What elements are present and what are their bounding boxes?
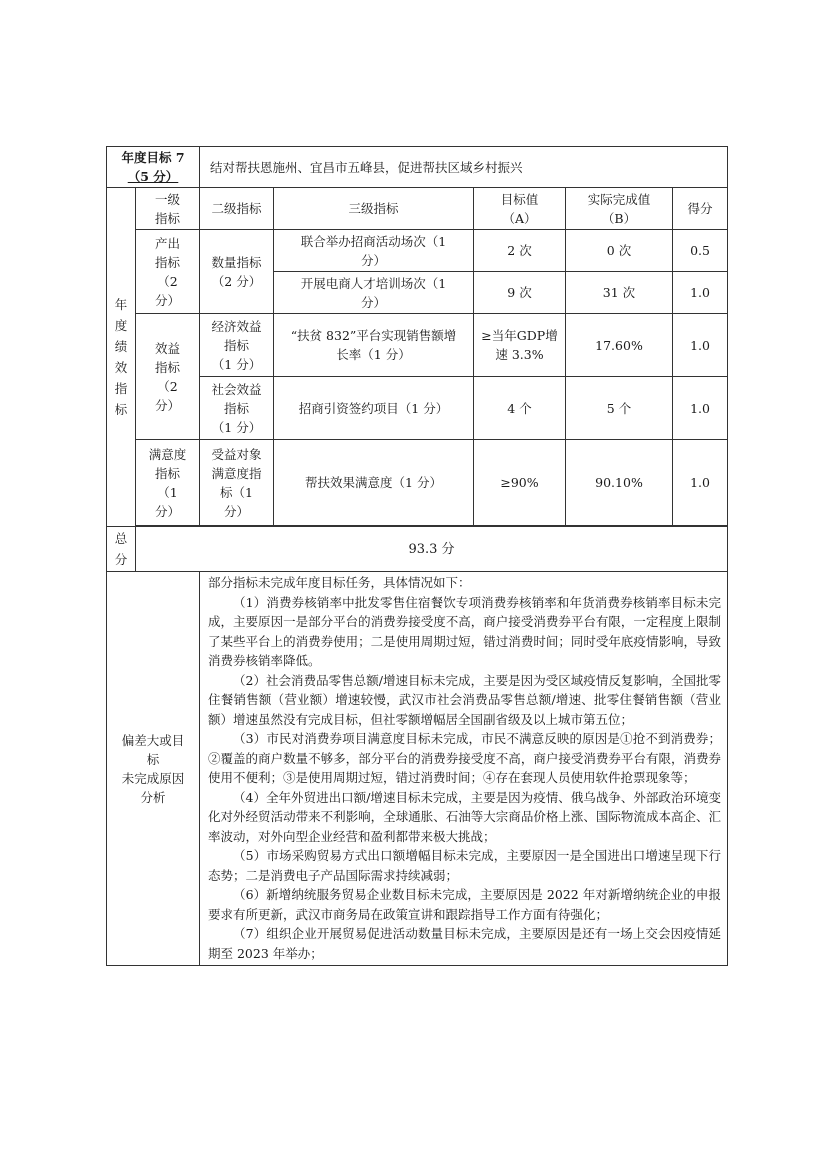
row-level3: 招商引资签约项目（1 分）: [274, 377, 474, 440]
analysis-paragraph: （2）社会消费品零售总额/增速目标未完成，主要是因为受区域疫情反复影响，全国批零住餐销售额（营业额）增速较慢，武汉市社会消费品零售总额/增速、批零住餐销售额（营业额）增速虽然没有完成目标，但社零额增幅居全国副省级及以上城市第五位；: [208, 672, 722, 727]
col-level1-header: 一级 指标: [136, 188, 200, 230]
row-score: 1.0: [673, 314, 728, 377]
row-actual: 17.60%: [566, 314, 673, 377]
row-score: 1.0: [673, 440, 728, 526]
total-label: 总 分: [107, 527, 136, 572]
row-target: ≥当年GDP增 速 3.3%: [474, 314, 566, 377]
row-level2: 社会效益 指标 （1 分）: [200, 377, 274, 440]
row-target: 2 次: [474, 230, 566, 272]
analysis-paragraph: （4）全年外贸进出口额/增速目标未完成，主要是因为疫情、俄乌战争、外部政治环境变化对外经贸活动带来不利影响，全球通胀、石油等大宗商品价格上涨、国际物流成本高企、汇率波动，对外向型企业经营和盈利都带来极大挑战；: [208, 789, 722, 844]
row-target: 9 次: [474, 272, 566, 314]
analysis-paragraph: （1）消费券核销率中批发零售住宿餐饮专项消费券核销率和年货消费券核销率目标未完成，主要原因一是部分平台的消费券接受度不高，商户接受消费券平台有限，一定程度上限制了某些平台上的消费券使用；二是使用周期过短，错过消费时间；同时受年底疫情影响，导致消费券核销率降低。: [208, 594, 722, 668]
row-score: 1.0: [673, 272, 728, 314]
row-score: 1.0: [673, 377, 728, 440]
row-level3: 帮扶效果满意度（1 分）: [274, 440, 474, 526]
row-actual: 5 个: [566, 377, 673, 440]
row-level3: 联合举办招商活动场次（1 分）: [274, 230, 474, 272]
row-level3: “扶贫 832”平台实现销售额增 长率（1 分）: [274, 314, 474, 377]
col-target-header: 目标值 （A）: [474, 188, 566, 230]
goal-text: 结对帮扶恩施州、宜昌市五峰县，促进帮扶区域乡村振兴: [200, 147, 728, 188]
analysis-content: [200, 572, 728, 966]
col-actual-header: 实际完成值 （B）: [566, 188, 673, 230]
analysis-paragraph: （6）新增纳统服务贸易企业数目标未完成，主要原因是 2022 年对新增纳统企业的申报要求有所更新，武汉市商务局在政策宣讲和跟踪指导工作方面有待强化；: [208, 887, 722, 922]
row-level3: 开展电商人才培训场次（1 分）: [274, 272, 474, 314]
row-target: 4 个: [474, 377, 566, 440]
performance-table: [106, 146, 728, 966]
row-target: ≥90%: [474, 440, 566, 526]
output-level2: 数量指标 （2 分）: [200, 230, 274, 314]
table-row: [107, 230, 728, 272]
output-level1: 产出 指标 （2 分）: [136, 230, 200, 314]
analysis-paragraph: 部分指标未完成年度目标任务，具体情况如下：: [208, 575, 471, 590]
analysis-paragraph: （3）市民对消费券项目满意度目标未完成，市民不满意反映的原因是①抢不到消费券；②覆盖的商户数量不够多，部分平台的消费券接受度不高，商户接受消费券平台有限，消费券使用不便利；③是使用周期过短，错过消费时间；④存在套现人员使用软件抢票现象等；: [208, 731, 722, 785]
row-level2: 受益对象 满意度指 标（1 分）: [200, 440, 274, 526]
table-row: [107, 377, 728, 440]
col-score-header: 得分: [673, 188, 728, 230]
goal-label-line1: 年度目标 7: [121, 150, 185, 165]
side-label: 年 度 绩 效 指 标: [107, 188, 136, 527]
row-actual: 31 次: [566, 272, 673, 314]
col-level2-header: 二级指标: [200, 188, 274, 230]
benefit-level1: 效益 指标 （2 分）: [136, 314, 200, 440]
goal-label-cell: [107, 147, 200, 188]
col-level3-header: 三级指标: [274, 188, 474, 230]
goal-label-line2: （5 分）: [127, 169, 179, 184]
row-level2: 经济效益 指标 （1 分）: [200, 314, 274, 377]
analysis-label: 偏差大或目 标 未完成原因 分析: [107, 572, 200, 966]
total-value: 93.3 分: [136, 527, 728, 572]
analysis-paragraph: （5）市场采购贸易方式出口额增幅目标未完成，主要原因一是全国进出口增速呈现下行态势；二是消费电子产品国际需求持续减弱；: [208, 848, 722, 883]
row-actual: 0 次: [566, 230, 673, 272]
table-row: [107, 440, 728, 526]
row-score: 0.5: [673, 230, 728, 272]
row-actual: 90.10%: [566, 440, 673, 526]
analysis-paragraph: （7）组织企业开展贸易促进活动数量目标未完成，主要原因是还有一场上交会因疫情延期至 2023 年举办；: [208, 926, 722, 961]
table-row: [107, 314, 728, 377]
satisfaction-level1: 满意度 指标 （1 分）: [136, 440, 200, 526]
